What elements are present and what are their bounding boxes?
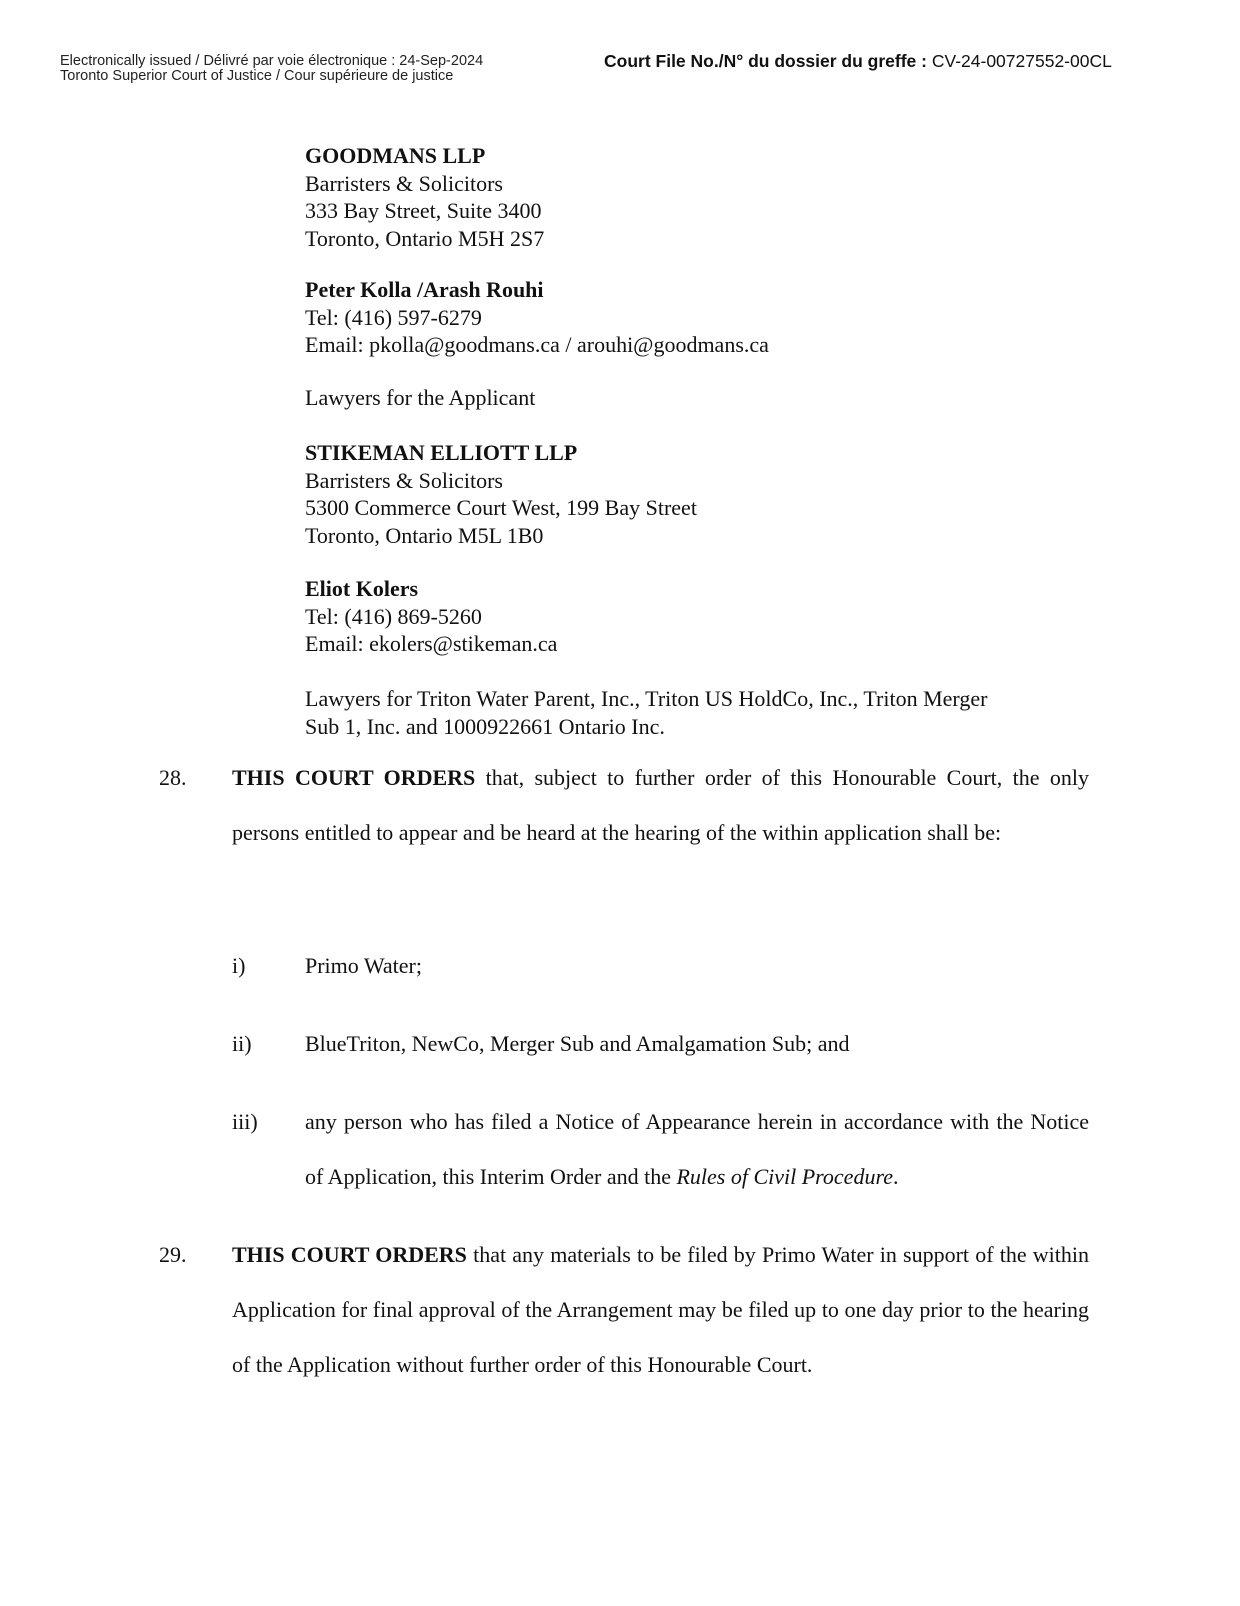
- paragraph-text: [232, 750, 1089, 860]
- court-file-value: CV-24-00727552-00CL: [931, 51, 1112, 71]
- goodmans-address-block: [305, 142, 544, 252]
- goodmans-role: Lawyers for the Applicant: [305, 385, 536, 410]
- list-item-label: i): [232, 953, 246, 978]
- goodmans-contacts: Peter Kolla /Arash Rouhi: [305, 277, 544, 302]
- goodmans-line2: 333 Bay Street, Suite 3400: [305, 198, 542, 223]
- list-item-text: [305, 1094, 1089, 1204]
- stikeman-line2: 5300 Commerce Court West, 199 Bay Street: [305, 495, 697, 520]
- stikeman-line1: Barristers & Solicitors: [305, 467, 503, 493]
- list-item-label: ii): [232, 1031, 252, 1056]
- issued-line: Electronically issued / Délivré par voie électronique : 24-Sep-2024: [60, 53, 484, 69]
- stikeman-address-block: [305, 439, 697, 549]
- list-item: [232, 938, 1089, 993]
- paragraph-body: that any materials to be filed by Primo Water in support of the within Application for final approval of the Arrangement may be filed up to one day prior to the hearing of the Application without further order of this Honourable Court.: [232, 1242, 1089, 1377]
- list-item-body: any person who has filed a Notice of Appearance herein in accordance with the Notice of Application, this Interim Order and the: [305, 1109, 1089, 1189]
- paragraph-lead: THIS COURT ORDERS: [232, 1242, 467, 1267]
- issuance-stamp: [60, 54, 483, 84]
- list-item-label: iii): [232, 1109, 258, 1134]
- stikeman-firm: STIKEMAN ELLIOTT LLP: [305, 440, 578, 465]
- list-item-text: Primo Water;: [305, 953, 422, 978]
- stikeman-role: [305, 685, 987, 740]
- goodmans-email: Email: pkolla@goodmans.ca / arouhi@goodmans.ca: [305, 332, 769, 357]
- paragraph-29: [159, 1227, 1089, 1392]
- stikeman-contact-block: [305, 575, 557, 658]
- paragraph-number: 29.: [159, 1242, 187, 1267]
- stikeman-email: Email: ekolers@stikeman.ca: [305, 631, 558, 656]
- stikeman-role-line1: Lawyers for Triton Water Parent, Inc., Triton US HoldCo, Inc., Triton Merger: [305, 686, 988, 711]
- paragraph-lead: THIS COURT ORDERS: [232, 765, 476, 790]
- stikeman-tel: Tel: (416) 869-5260: [305, 603, 482, 629]
- stikeman-contacts: Eliot Kolers: [305, 576, 419, 601]
- paragraph-number: 28.: [159, 765, 187, 790]
- paragraph-text: [232, 1227, 1089, 1392]
- stikeman-role-line2: Sub 1, Inc. and 1000922661 Ontario Inc.: [305, 713, 665, 739]
- paragraph-body: that, subject to further order of this Honourable Court, the only persons entitled to appear and be heard at the hearing of the within application shall be:: [232, 765, 1090, 845]
- court-file-number: [604, 51, 1112, 72]
- list-item-end: .: [892, 1164, 899, 1189]
- goodmans-contact-block: [305, 276, 769, 359]
- court-line: Toronto Superior Court of Justice / Cour supérieure de justice: [60, 68, 454, 84]
- list-item: [232, 1094, 1089, 1204]
- court-file-label: Court File No./N° du dossier du greffe :: [604, 51, 927, 71]
- goodmans-line3: Toronto, Ontario M5H 2S7: [305, 225, 545, 251]
- goodmans-line1: Barristers & Solicitors: [305, 170, 503, 196]
- goodmans-firm: GOODMANS LLP: [305, 143, 486, 168]
- stikeman-line3: Toronto, Ontario M5L 1B0: [305, 522, 544, 548]
- list-item: [232, 1016, 1089, 1071]
- list-item-text: BlueTriton, NewCo, Merger Sub and Amalgamation Sub; and: [305, 1031, 850, 1056]
- paragraph-28: [159, 750, 1089, 860]
- rules-citation: Rules of Civil Procedure: [676, 1164, 893, 1189]
- goodmans-tel: Tel: (416) 597-6279: [305, 304, 482, 330]
